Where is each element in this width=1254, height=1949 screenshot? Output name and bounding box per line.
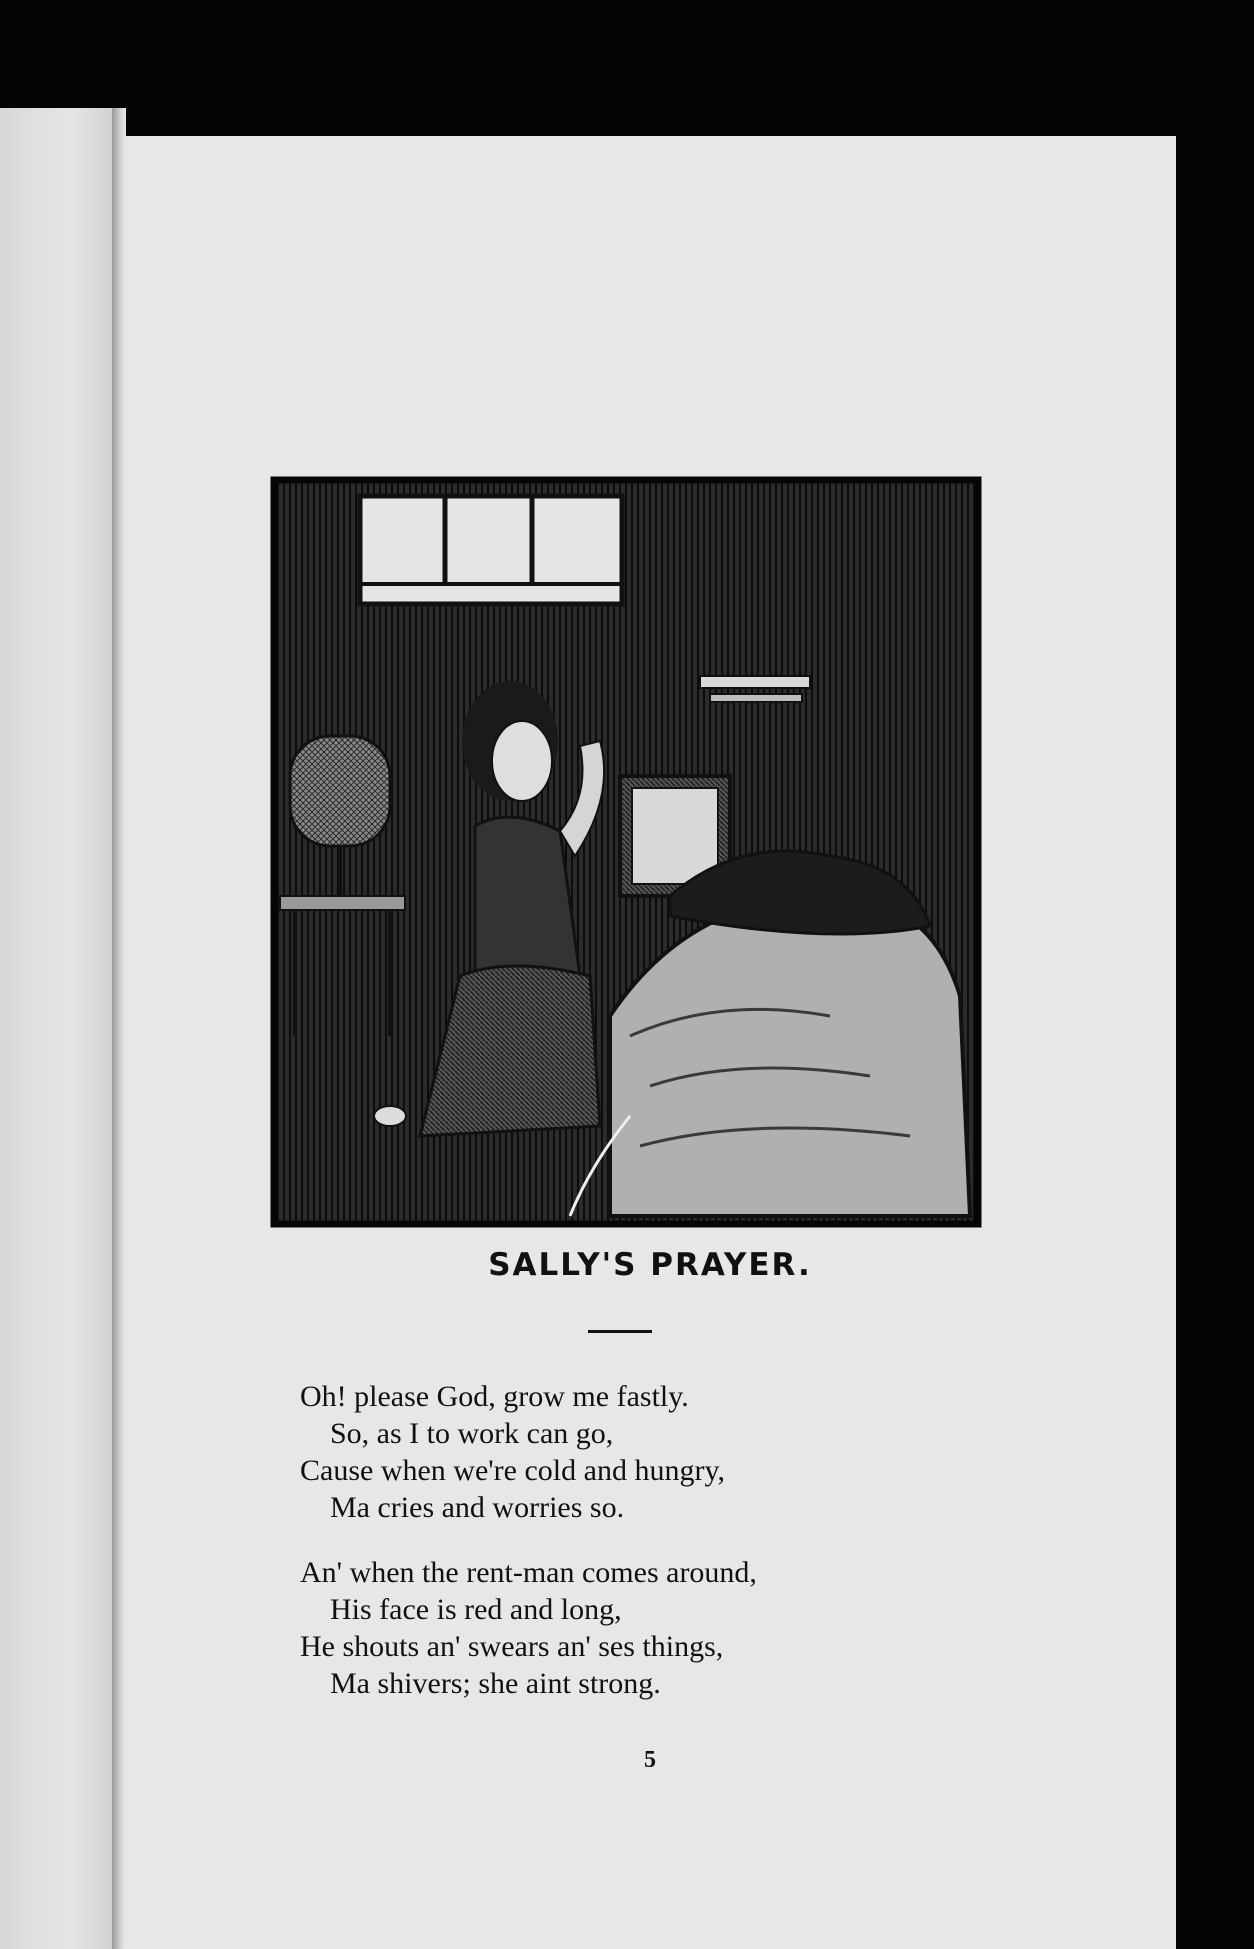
- poem-line: Cause when we're cold and hungry,: [300, 1454, 725, 1487]
- poem-line: Ma shivers; she aint strong.: [330, 1667, 661, 1700]
- stanza-2: [300, 1554, 980, 1702]
- poem-line: He shouts an' swears an' ses things,: [300, 1630, 724, 1663]
- poem-line: His face is red and long,: [330, 1593, 622, 1626]
- poem-title: SALLY'S PRAYER.: [488, 1247, 812, 1283]
- stanza-1: [300, 1378, 980, 1526]
- illustration-girl-praying: [270, 476, 982, 1228]
- book-spread: [0, 108, 1178, 1949]
- page-number: 5: [644, 1747, 656, 1773]
- illustration-drawing: [270, 476, 982, 1228]
- poem-line: An' when the rent-man comes around,: [300, 1556, 757, 1589]
- book-page: [124, 136, 1176, 1949]
- poem-line: So, as I to work can go,: [330, 1417, 614, 1450]
- poem-body: [300, 1378, 980, 1730]
- title-divider: [588, 1330, 652, 1333]
- poem-line: Oh! please God, grow me fastly.: [300, 1380, 689, 1413]
- facing-page-edge: [0, 108, 118, 1949]
- poem-line: Ma cries and worries so.: [330, 1491, 625, 1524]
